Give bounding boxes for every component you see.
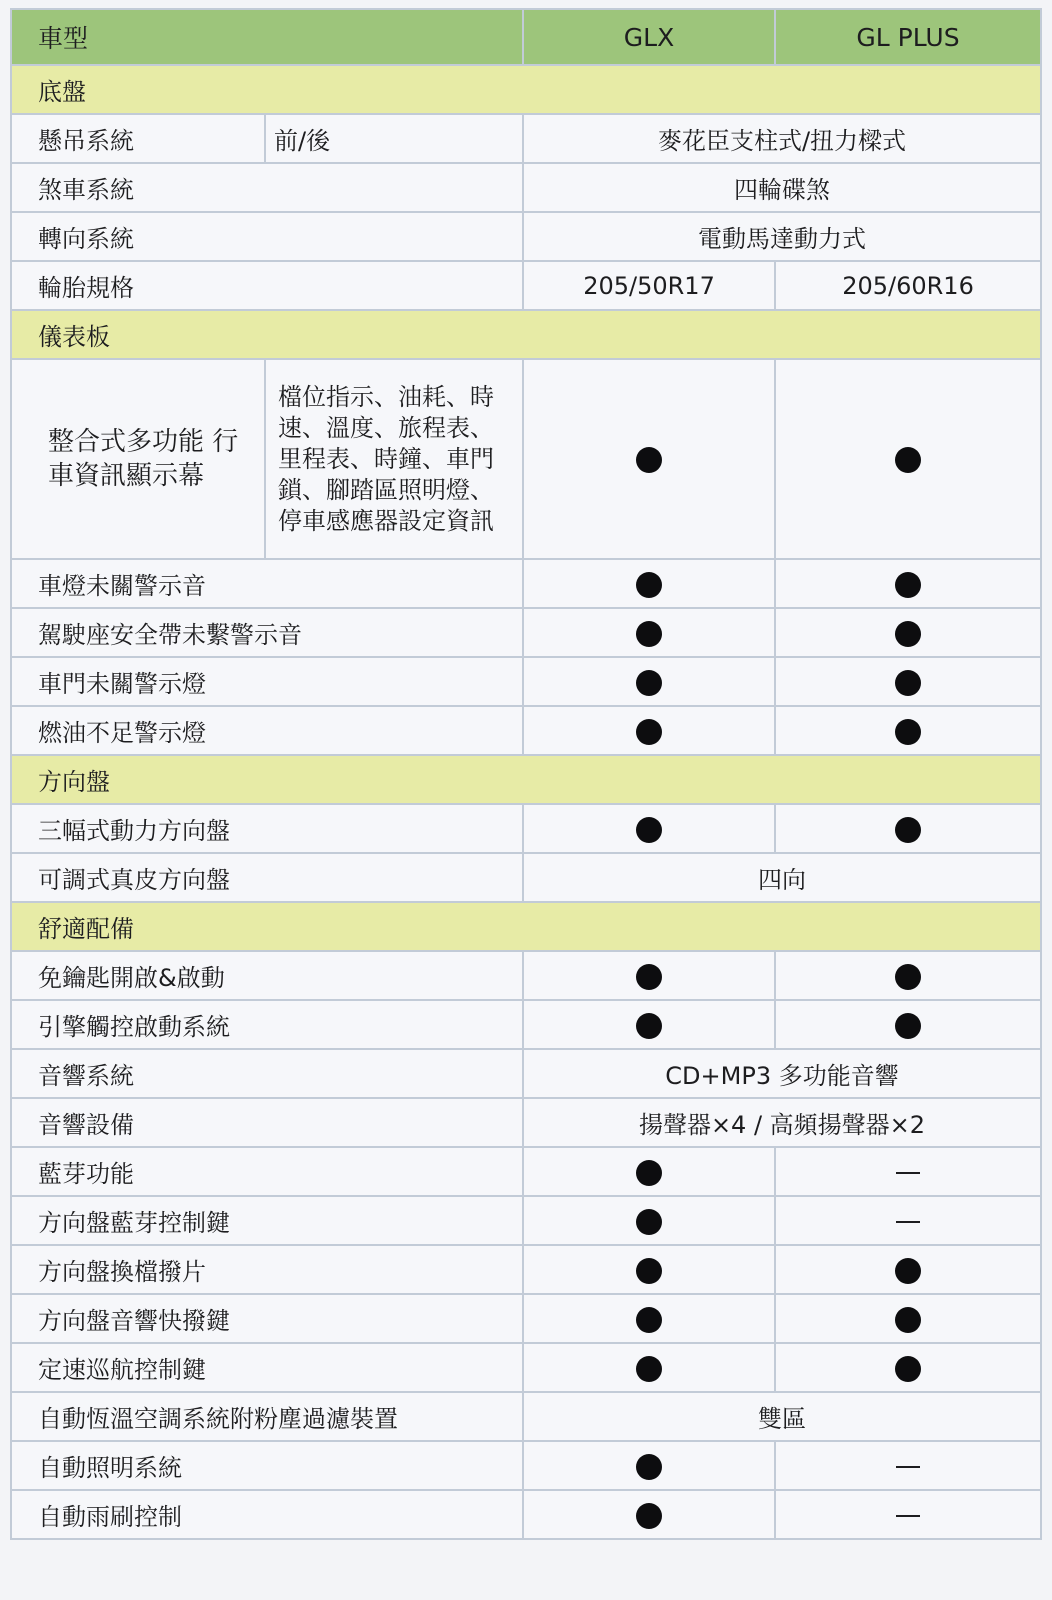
spec-label: 音響設備: [11, 1098, 523, 1147]
glx-value: [523, 804, 775, 853]
gl-plus-value: [775, 1441, 1041, 1490]
spec-row: [11, 1441, 1041, 1490]
spec-label: 三幅式動力方向盤: [11, 804, 523, 853]
spec-sub-label: 檔位指示、油耗、時速、溫度、旅程表、里程表、時鐘、車門鎖、腳踏區照明燈、停車感應器設定資訊: [265, 359, 523, 559]
standard-dot-icon: [636, 1209, 662, 1235]
gl-plus-value: [775, 706, 1041, 755]
standard-dot-icon: [636, 670, 662, 696]
spec-label: 駕駛座安全帶未繫警示音: [11, 608, 523, 657]
spec-label: 方向盤換檔撥片: [11, 1245, 523, 1294]
spec-row: [11, 1343, 1041, 1392]
standard-dot-icon: [895, 1013, 921, 1039]
spec-label: 藍芽功能: [11, 1147, 523, 1196]
glx-value: [523, 1490, 775, 1539]
spec-row: [11, 1000, 1041, 1049]
glx-value: [523, 657, 775, 706]
spec-label: 燃油不足警示燈: [11, 706, 523, 755]
spec-row: [11, 1392, 1041, 1441]
standard-dot-icon: [636, 1503, 662, 1529]
section-title: 方向盤: [11, 755, 1041, 804]
standard-dot-icon: [636, 1356, 662, 1382]
section-comfort: [11, 902, 1041, 951]
gl-plus-value: [775, 559, 1041, 608]
glx-value: [523, 1147, 775, 1196]
standard-dot-icon: [636, 964, 662, 990]
gl-plus-value: [775, 804, 1041, 853]
glx-value: [523, 1441, 775, 1490]
spec-row: [11, 1245, 1041, 1294]
section-title: 舒適配備: [11, 902, 1041, 951]
spec-label: 自動照明系統: [11, 1441, 523, 1490]
gl-plus-value: [775, 1000, 1041, 1049]
header-row: [11, 9, 1041, 65]
spec-label: 免鑰匙開啟&啟動: [11, 951, 523, 1000]
standard-dot-icon: [636, 572, 662, 598]
spec-label: 定速巡航控制鍵: [11, 1343, 523, 1392]
spec-label: 引擎觸控啟動系統: [11, 1000, 523, 1049]
standard-dot-icon: [895, 1258, 921, 1284]
glx-value: [523, 1000, 775, 1049]
gl-plus-value: [775, 657, 1041, 706]
spec-row: [11, 1147, 1041, 1196]
spec-shared-value: 雙區: [523, 1392, 1041, 1441]
spec-label: 懸吊系統: [11, 114, 265, 163]
spec-row: [11, 559, 1041, 608]
standard-dot-icon: [895, 817, 921, 843]
spec-row: [11, 261, 1041, 310]
spec-row: [11, 1490, 1041, 1539]
glx-value: [523, 559, 775, 608]
spec-label: 車門未關警示燈: [11, 657, 523, 706]
glx-value: [523, 706, 775, 755]
model-gl-plus-header: GL PLUS: [775, 9, 1041, 65]
spec-row: [11, 853, 1041, 902]
section-title: 底盤: [11, 65, 1041, 114]
spec-sub-label: 前/後: [265, 114, 523, 163]
glx-value: [523, 359, 775, 559]
spec-label: 煞車系統: [11, 163, 523, 212]
spec-shared-value: 電動馬達動力式: [523, 212, 1041, 261]
not-available-dash-icon: [896, 1466, 920, 1468]
model-glx-header: GLX: [523, 9, 775, 65]
standard-dot-icon: [636, 1160, 662, 1186]
gl-plus-value: [775, 1147, 1041, 1196]
standard-dot-icon: [895, 670, 921, 696]
section-chassis: [11, 65, 1041, 114]
standard-dot-icon: [636, 1013, 662, 1039]
spec-row: [11, 1049, 1041, 1098]
spec-row: [11, 1196, 1041, 1245]
spec-label: 輪胎規格: [11, 261, 523, 310]
spec-label: 方向盤音響快撥鍵: [11, 1294, 523, 1343]
standard-dot-icon: [636, 817, 662, 843]
standard-dot-icon: [895, 572, 921, 598]
standard-dot-icon: [636, 719, 662, 745]
standard-dot-icon: [895, 964, 921, 990]
standard-dot-icon: [636, 1307, 662, 1333]
spec-shared-value: 四輪碟煞: [523, 163, 1041, 212]
car-type-header: 車型: [11, 9, 523, 65]
spec-label: 方向盤藍芽控制鍵: [11, 1196, 523, 1245]
gl-plus-value: [775, 951, 1041, 1000]
glx-value: [523, 1294, 775, 1343]
spec-shared-value: CD+MP3 多功能音響: [523, 1049, 1041, 1098]
not-available-dash-icon: [896, 1515, 920, 1517]
not-available-dash-icon: [896, 1221, 920, 1223]
gl-plus-value: [775, 1343, 1041, 1392]
spec-row: [11, 1098, 1041, 1147]
glx-value: [523, 1343, 775, 1392]
standard-dot-icon: [895, 621, 921, 647]
gl-plus-value: [775, 608, 1041, 657]
spec-row: [11, 706, 1041, 755]
not-available-dash-icon: [896, 1172, 920, 1174]
spec-row: [11, 163, 1041, 212]
standard-dot-icon: [636, 1258, 662, 1284]
standard-dot-icon: [895, 1307, 921, 1333]
standard-dot-icon: [895, 1356, 921, 1382]
spec-label: 可調式真皮方向盤: [11, 853, 523, 902]
glx-value: [523, 1245, 775, 1294]
standard-dot-icon: [636, 621, 662, 647]
spec-label: 自動雨刷控制: [11, 1490, 523, 1539]
spec-shared-value: 四向: [523, 853, 1041, 902]
spec-label: 車燈未關警示音: [11, 559, 523, 608]
spec-shared-value: 麥花臣支柱式/扭力樑式: [523, 114, 1041, 163]
spec-table: [10, 8, 1042, 1540]
section-title: 儀表板: [11, 310, 1041, 359]
section-dashboard: [11, 310, 1041, 359]
spec-row: [11, 951, 1041, 1000]
standard-dot-icon: [636, 447, 662, 473]
gl-plus-value: [775, 1294, 1041, 1343]
spec-row: [11, 114, 1041, 163]
spec-row: [11, 804, 1041, 853]
gl-plus-value: [775, 1490, 1041, 1539]
spec-row: [11, 212, 1041, 261]
gl-plus-value: 205/60R16: [775, 261, 1041, 310]
gl-plus-value: [775, 1196, 1041, 1245]
glx-value: 205/50R17: [523, 261, 775, 310]
gl-plus-value: [775, 359, 1041, 559]
spec-row: [11, 657, 1041, 706]
gl-plus-value: [775, 1245, 1041, 1294]
standard-dot-icon: [636, 1454, 662, 1480]
standard-dot-icon: [895, 447, 921, 473]
spec-row: [11, 1294, 1041, 1343]
spec-row: [11, 359, 1041, 559]
spec-label: 音響系統: [11, 1049, 523, 1098]
glx-value: [523, 608, 775, 657]
spec-label: 轉向系統: [11, 212, 523, 261]
glx-value: [523, 1196, 775, 1245]
spec-label: 整合式多功能 行車資訊顯示幕: [11, 359, 265, 559]
standard-dot-icon: [895, 719, 921, 745]
glx-value: [523, 951, 775, 1000]
spec-label: 自動恆溫空調系統附粉塵過濾裝置: [11, 1392, 523, 1441]
section-steering-wheel: [11, 755, 1041, 804]
spec-row: [11, 608, 1041, 657]
spec-shared-value: 揚聲器×4 / 高頻揚聲器×2: [523, 1098, 1041, 1147]
